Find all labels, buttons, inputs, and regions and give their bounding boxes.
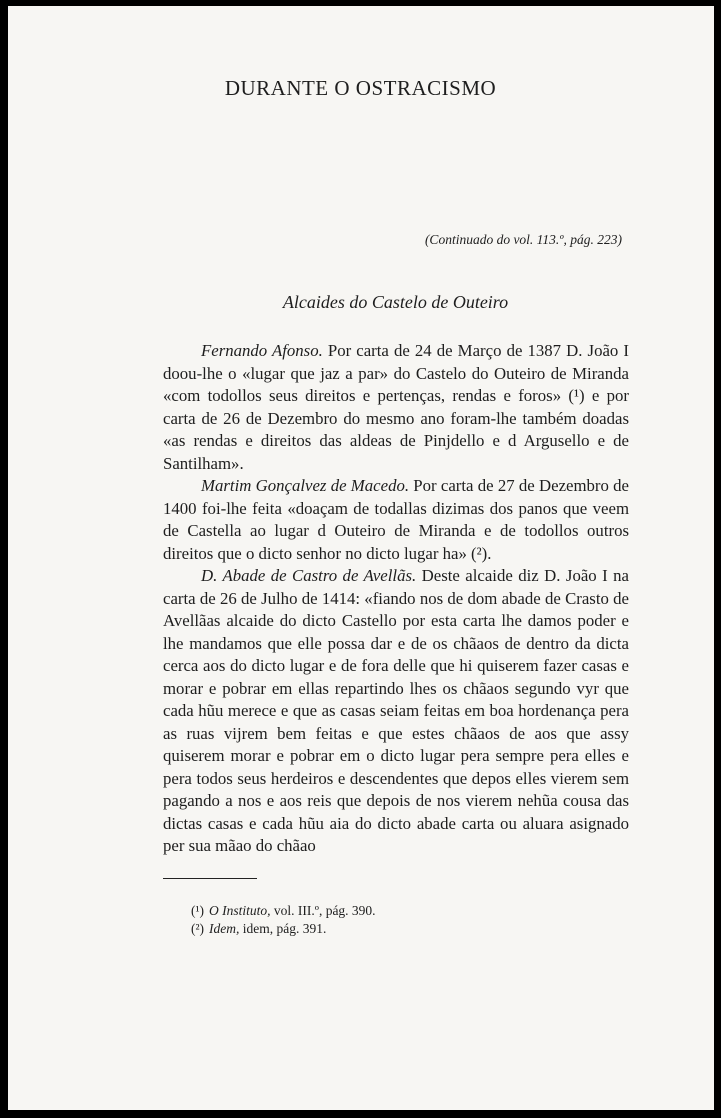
section-title: Alcaides do Castelo de Outeiro <box>282 292 509 312</box>
continuation-note: (Continuado do vol. 113.º, pág. 223) <box>424 232 622 247</box>
paragraph-text: Por carta de 24 de Março de 1387 D. João I doou-lhe o «lugar que jaz a par» do Castelo do Outeiro de Miranda «com todollos seus direitos e pertenças, rendas e foros» (¹) e por carta de 26 de Dezembro do mesmo ano foram-lhe também doadas «as rendas e direitos das aldeas de Pinjdello e d Argusello e de Santilham». <box>163 341 629 473</box>
footnote-mark: (¹) <box>191 903 205 918</box>
paragraph-name: D. Abade de Castro de Avellãs. <box>201 566 417 585</box>
paragraph-name: Martim Gonçalvez de Macedo. <box>201 476 410 495</box>
paragraph-text: Por carta de 27 de Dezembro de 1400 foi-lhe feita «doaçam de todallas dizimas dos panos que veem de Castella ao lugar d Outeiro de Miranda e de todollos outros direitos que o dicto senhor no dicto lugar ha» (²). <box>163 476 629 563</box>
paragraph-fernando-afonso <box>163 340 629 475</box>
body-text <box>163 340 629 858</box>
footnote-1 <box>191 902 376 920</box>
footnotes <box>191 902 376 938</box>
footnote-2 <box>191 920 376 938</box>
footnote-mark: (²) <box>191 921 205 936</box>
footnote-reference: idem, pág. 391. <box>239 921 327 936</box>
footnote-reference: vol. III.º, pág. 390. <box>270 903 376 918</box>
paragraph-name: Fernando Afonso. <box>201 341 323 360</box>
page-title: DURANTE O OSTRACISMO <box>224 76 497 100</box>
footnote-source: O Instituto, <box>209 903 271 918</box>
footnote-divider <box>163 878 257 879</box>
paragraph-text: Deste alcaide diz D. João I na carta de 26 de Julho de 1414: «fiando nos de dom abade de Crasto de Avellãas alcaide do dicto Castello por esta carta lhe damos poder e lhe mandamos que elle possa dar e de os chãaos de dentro da dicta cerca aos do dicto lugar e de fora delle que hi quiserem fazer casas e morar e pobrar em ellas repartindo lhes os chãaos segundo vyr que cada hũu merece e que as casas seiam feitas em boa hordenança pera as ruas vijrem bem feitas e que estes chãaos de aos que assy quiserem morar e pobrar em o dicto lugar pera sempre pera elles e pera todos seus herdeiros e descendentes que depos elles vierem sem pagando a nos e aos reis que depois de nos vierem nehũa cousa das dictas casas e cada hũu aia do dicto abade carta ou aluara asignado per sua mãao do chãao <box>163 566 629 855</box>
footnote-source: Idem, <box>209 921 240 936</box>
paragraph-martim-goncalvez <box>163 475 629 565</box>
paragraph-abade-castro <box>163 565 629 858</box>
